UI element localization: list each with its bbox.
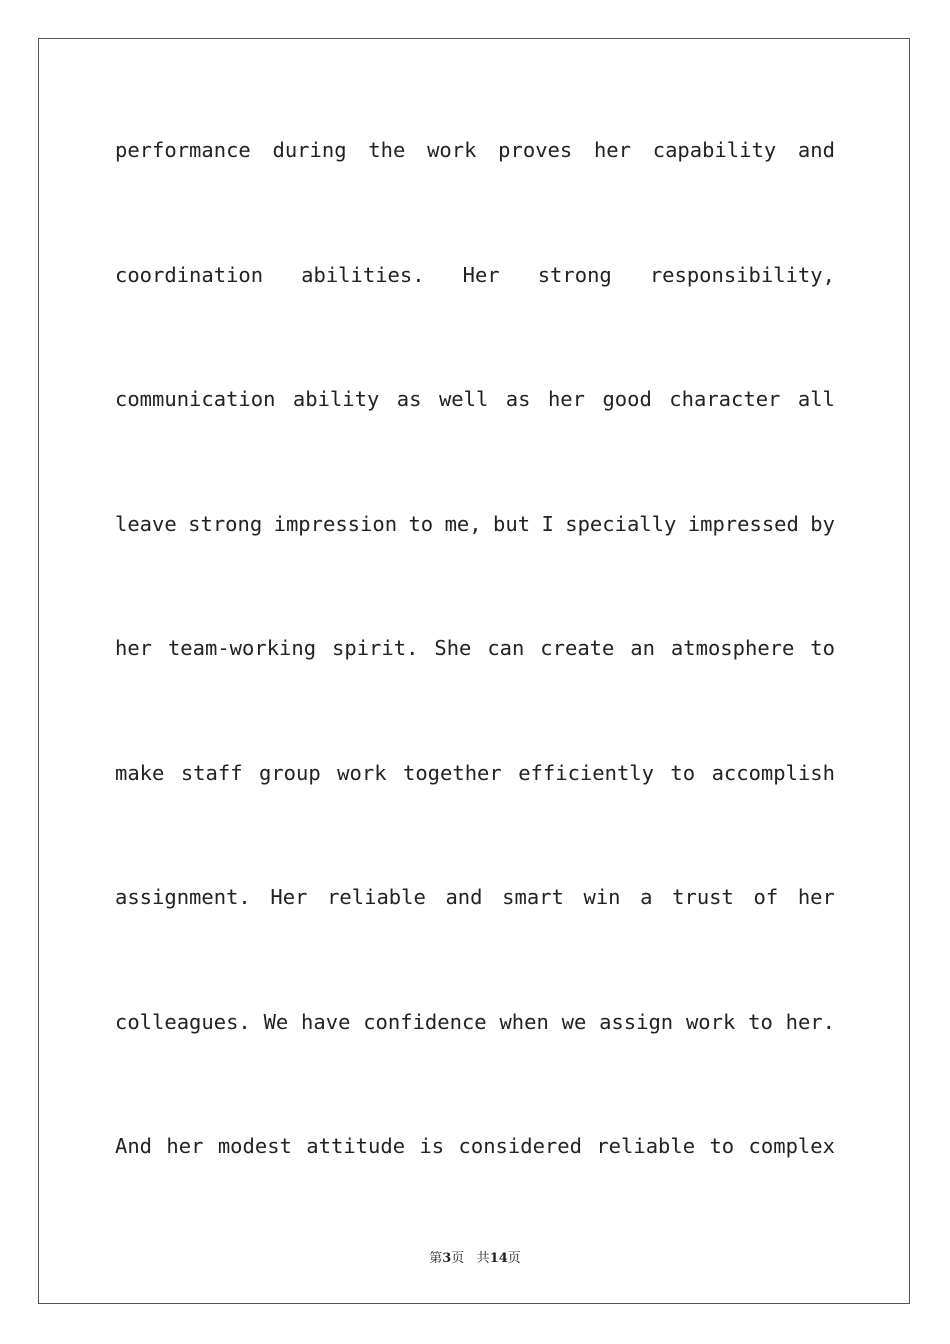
total-prefix: 共: [476, 1251, 490, 1266]
word: ability: [292, 387, 380, 411]
word: create: [540, 636, 615, 660]
word: leave: [115, 511, 177, 536]
text-line: [115, 126, 835, 251]
word: impression: [273, 511, 398, 536]
word: performance: [115, 138, 251, 162]
word: and: [445, 885, 483, 909]
word: atmosphere: [670, 636, 795, 660]
total-suffix: 页: [507, 1251, 521, 1266]
page-footer: [0, 1247, 950, 1266]
word: confidence: [363, 1009, 487, 1034]
document-body: [115, 126, 835, 1247]
word: abilities.: [301, 262, 425, 287]
word: work: [685, 1009, 736, 1034]
word: character: [669, 387, 781, 411]
page-suffix: 页: [451, 1251, 465, 1266]
word: modest: [217, 1134, 292, 1158]
word: her: [797, 885, 835, 909]
word: And: [115, 1134, 153, 1158]
word: to: [810, 636, 835, 660]
word: coordination: [115, 262, 264, 287]
word: win: [583, 885, 621, 909]
word: all: [797, 387, 835, 411]
word: specially: [565, 511, 677, 536]
word: attitude: [306, 1134, 406, 1158]
text-line: [115, 500, 835, 625]
word: and: [797, 138, 835, 162]
word: We: [263, 1009, 289, 1034]
word: a: [640, 885, 653, 909]
word: communication: [115, 387, 276, 411]
word: we: [561, 1009, 587, 1034]
word: good: [602, 387, 652, 411]
word: group: [259, 760, 321, 785]
word: well: [438, 387, 489, 411]
total-page-count: 14: [489, 1251, 508, 1266]
word: an: [630, 636, 655, 660]
word: her: [115, 636, 153, 660]
word: make: [115, 760, 165, 785]
word: to: [670, 760, 696, 785]
word: accomplish: [711, 760, 835, 785]
word: I: [541, 511, 554, 536]
text-line: [115, 873, 835, 998]
text-line: [115, 624, 835, 749]
word: responsibility,: [649, 262, 835, 287]
word: proves: [498, 138, 573, 162]
word: assign: [599, 1009, 674, 1034]
word: me,: [444, 511, 482, 536]
word: the: [368, 138, 406, 162]
word: her: [547, 387, 585, 411]
word: She: [434, 636, 472, 660]
word: complex: [748, 1134, 835, 1158]
word: smart: [502, 885, 564, 909]
word: strong: [188, 511, 263, 536]
word: capability: [652, 138, 777, 162]
word: Her: [462, 262, 500, 287]
word: Her: [270, 885, 308, 909]
word: together: [403, 760, 502, 785]
word: her: [166, 1134, 204, 1158]
text-line: [115, 251, 835, 376]
word: efficiently: [518, 760, 654, 785]
word: assignment.: [115, 885, 251, 909]
word: reliable: [327, 885, 426, 909]
word: considered: [458, 1134, 582, 1158]
word: spirit.: [332, 636, 419, 660]
word: by: [810, 511, 835, 536]
word: work: [427, 138, 477, 162]
word: to: [408, 511, 434, 536]
word: strong: [537, 262, 612, 287]
text-line: [115, 375, 835, 500]
word: as: [505, 387, 531, 411]
page-prefix: 第: [429, 1251, 443, 1266]
text-line: [115, 998, 835, 1123]
word: as: [396, 387, 422, 411]
word: trust: [672, 885, 734, 909]
word: colleagues.: [115, 1009, 251, 1034]
word: impressed: [687, 511, 799, 536]
word: team-working: [167, 636, 317, 660]
text-line: [115, 749, 835, 874]
word: her: [593, 138, 631, 162]
word: staff: [180, 760, 243, 785]
text-line: [115, 1122, 835, 1247]
word: her.: [785, 1009, 835, 1034]
word: to: [709, 1134, 735, 1158]
word: can: [487, 636, 525, 660]
word: when: [499, 1009, 549, 1034]
word: work: [337, 760, 387, 785]
word: reliable: [596, 1134, 696, 1158]
word: of: [753, 885, 779, 909]
word: have: [301, 1009, 351, 1034]
current-page-number: 3: [442, 1251, 452, 1266]
word: but: [493, 511, 531, 536]
word: during: [272, 138, 347, 162]
word: is: [419, 1134, 445, 1158]
word: to: [748, 1009, 773, 1034]
